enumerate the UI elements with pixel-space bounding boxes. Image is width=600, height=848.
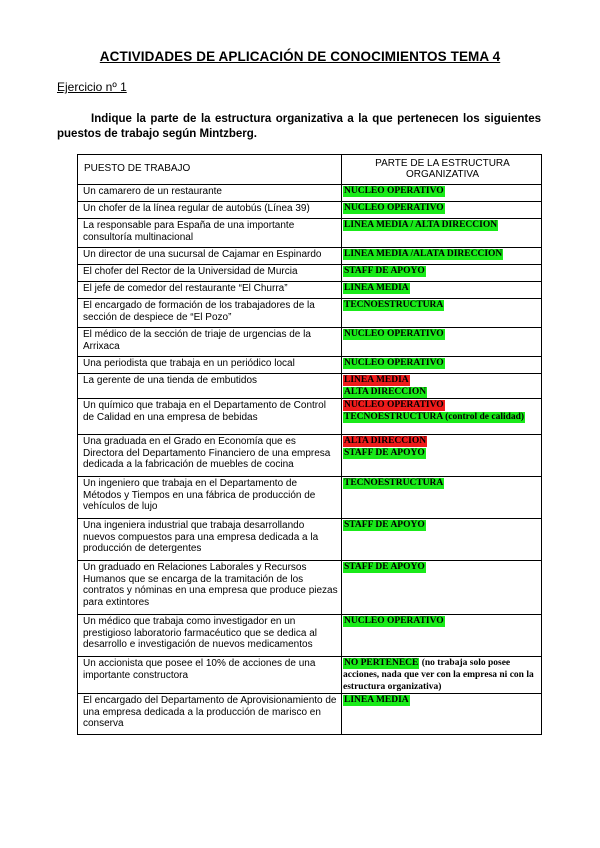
answer-line: [343, 248, 540, 260]
answer-highlight: LINEA MEDIA /ALATA DIRECCION: [344, 249, 503, 259]
structure-cell: [342, 328, 542, 357]
structure-cell: [342, 519, 542, 561]
structure-cell: [342, 282, 542, 299]
job-cell: El encargado de formación de los trabajadores de la sección de despiece de “El Pozo”: [78, 299, 342, 328]
answer-line: [343, 265, 540, 277]
job-cell: El jefe de comedor del restaurante “El Churra”: [78, 282, 342, 299]
structure-cell: [342, 694, 542, 735]
job-cell: Un director de una sucursal de Cajamar en Espinardo: [78, 248, 342, 265]
table-row: [78, 657, 542, 694]
table-row: [78, 477, 542, 519]
exercise-label: Ejercicio nº 1: [57, 80, 127, 94]
structure-cell: [342, 615, 542, 657]
structure-cell: [342, 477, 542, 519]
answer-line: [343, 202, 540, 214]
job-cell: Un accionista que posee el 10% de acciones de una importante constructora: [78, 657, 342, 694]
answer-line: [343, 519, 540, 531]
answer-line: [343, 299, 540, 311]
answer-note: (no trabaja solo posee acciones, nada que ver con la empresa ni con la estructura organizativa): [343, 658, 534, 692]
structure-cell: [342, 561, 542, 615]
answer-line: [343, 561, 540, 573]
structure-cell: [342, 265, 542, 282]
table-row: [78, 265, 542, 282]
answer-highlight: STAFF DE APOYO: [344, 520, 425, 530]
job-cell: Un chofer de la línea regular de autobús (Línea 39): [78, 202, 342, 219]
answer-highlight: TECNOESTRUCTURA: [344, 300, 444, 310]
answer-highlight: STAFF DE APOYO: [344, 266, 425, 276]
table-row: [78, 202, 542, 219]
structure-cell: [342, 357, 542, 374]
table-row: [78, 435, 542, 477]
job-cell: La gerente de una tienda de embutidos: [78, 374, 342, 399]
table-row: [78, 357, 542, 374]
table-row: [78, 248, 542, 265]
table-row: [78, 615, 542, 657]
table-row: [78, 185, 542, 202]
table-body: [78, 185, 542, 735]
table-row: [78, 399, 542, 435]
answer-line: [343, 447, 540, 459]
answer-highlight: STAFF DE APOYO: [344, 562, 425, 572]
structure-cell: [342, 374, 542, 399]
job-cell: Un médico que trabaja como investigador en un prestigioso laboratorio farmacéutico que se dedica al desarrollo e investigación de nuevos medicamentos: [78, 615, 342, 657]
answer-highlight: LINEA MEDIA: [344, 695, 409, 705]
job-cell: El médico de la sección de triaje de urgencias de la Arrixaca: [78, 328, 342, 357]
answer-highlight: NUCLEO OPERATIVO: [344, 203, 444, 213]
answer-line: [343, 219, 540, 231]
job-cell: Una periodista que trabaja en un periódico local: [78, 357, 342, 374]
structure-cell: [342, 202, 542, 219]
answer-highlight: LINEA MEDIA: [344, 375, 409, 385]
table-row: [78, 219, 542, 248]
answer-highlight: STAFF DE APOYO: [344, 448, 425, 458]
answer-line: [343, 399, 540, 411]
table-row: [78, 299, 542, 328]
job-cell: Una graduada en el Grado en Economía que es Directora del Departamento Financiero de una empresa dedicada a la fabricación de muebles de cocina: [78, 435, 342, 477]
answer-highlight: LINEA MEDIA: [344, 283, 409, 293]
answer-line: [343, 185, 540, 197]
job-cell: El chofer del Rector de la Universidad de Murcia: [78, 265, 342, 282]
instructions-text: Indique la parte de la estructura organizativa a la que pertenecen los siguientes puestos de trabajo según Mintzberg.: [57, 113, 541, 140]
structure-cell: [342, 657, 542, 694]
answer-line: [343, 615, 540, 627]
answer-highlight: LINEA MEDIA / ALTA DIRECCION: [344, 220, 498, 230]
structure-cell: [342, 399, 542, 435]
answer-line: [343, 435, 540, 447]
answers-table: [77, 154, 542, 735]
table-row: [78, 519, 542, 561]
answer-line: [343, 657, 540, 693]
table-row: [78, 561, 542, 615]
header-structure: PARTE DE LA ESTRUCTURA ORGANIZATIVA: [342, 155, 542, 185]
job-cell: El encargado del Departamento de Aprovisionamiento de una empresa dedicada a la producción de marisco en conserva: [78, 694, 342, 735]
answer-line: [343, 328, 540, 340]
answer-line: [343, 411, 540, 423]
answer-line: [343, 477, 540, 489]
answer-highlight: ALTA DIRECCION: [344, 436, 427, 446]
table-row: [78, 328, 542, 357]
structure-cell: [342, 219, 542, 248]
answer-highlight: NUCLEO OPERATIVO: [344, 616, 444, 626]
answer-highlight: NO PERTENECE: [344, 658, 419, 668]
answer-line: [343, 374, 540, 386]
answer-line: [343, 694, 540, 706]
answer-highlight: TECNOESTRUCTURA (control de calidad): [344, 412, 525, 422]
structure-cell: [342, 299, 542, 328]
answer-line: [343, 282, 540, 294]
answer-line: [343, 386, 540, 398]
table-row: [78, 374, 542, 399]
header-job: PUESTO DE TRABAJO: [78, 155, 342, 185]
answer-highlight: ALTA DIRECCION: [344, 387, 427, 397]
structure-cell: [342, 248, 542, 265]
job-cell: La responsable para España de una importante consultoría multinacional: [78, 219, 342, 248]
job-cell: Una ingeniera industrial que trabaja desarrollando nuevos compuestos para una empresa dedicada a la producción de detergentes: [78, 519, 342, 561]
table-header-row: [78, 155, 542, 185]
document-title: ACTIVIDADES DE APLICACIÓN DE CONOCIMIENTOS TEMA 4: [99, 49, 501, 64]
job-cell: Un graduado en Relaciones Laborales y Recursos Humanos que se encarga de la tramitación de los contratos y nóminas en una empresa que produce piezas para extintores: [78, 561, 342, 615]
job-cell: Un ingeniero que trabaja en el Departamento de Métodos y Tiempos en una fábrica de producción de vehículos de lujo: [78, 477, 342, 519]
answer-highlight: NUCLEO OPERATIVO: [344, 329, 444, 339]
answer-highlight: TECNOESTRUCTURA: [344, 478, 444, 488]
structure-cell: [342, 435, 542, 477]
answer-line: [343, 357, 540, 369]
table-row: [78, 282, 542, 299]
structure-cell: [342, 185, 542, 202]
table-row: [78, 694, 542, 735]
job-cell: Un camarero de un restaurante: [78, 185, 342, 202]
answer-highlight: NUCLEO OPERATIVO: [344, 400, 444, 410]
answer-highlight: NUCLEO OPERATIVO: [344, 358, 444, 368]
job-cell: Un químico que trabaja en el Departamento de Control de Calidad en una empresa de bebidas: [78, 399, 342, 435]
answer-highlight: NUCLEO OPERATIVO: [344, 186, 444, 196]
